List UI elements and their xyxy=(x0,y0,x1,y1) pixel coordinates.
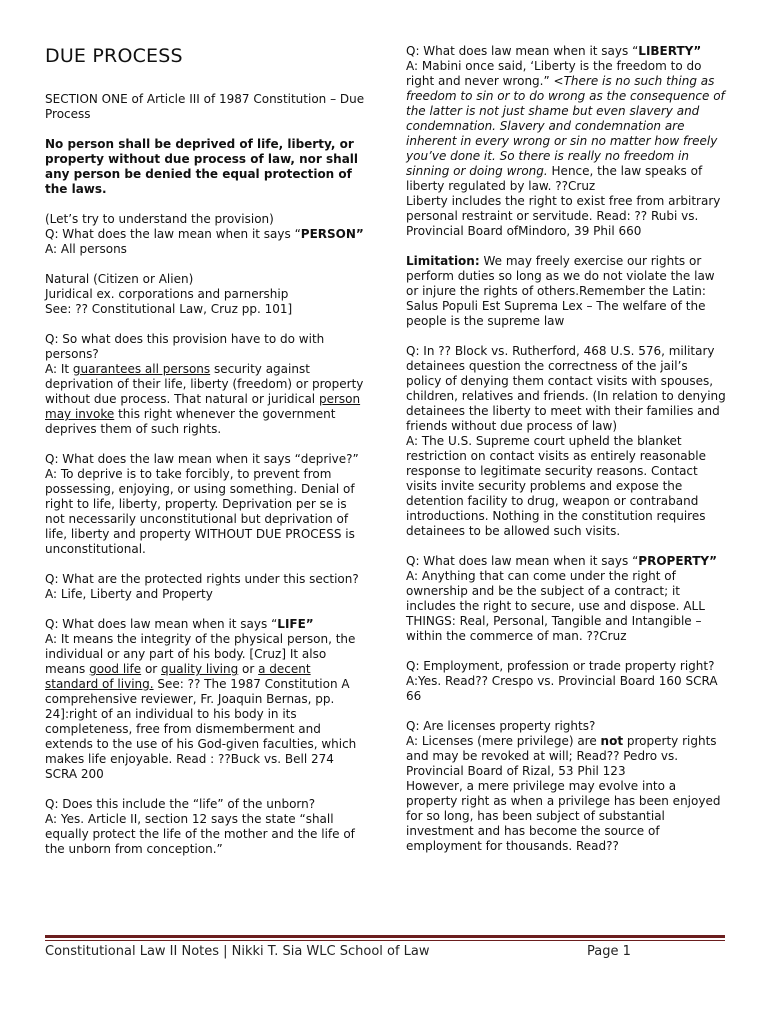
licenses-block xyxy=(406,719,726,854)
answer-text: See: ?? The 1987 Constitution A comprehensive reviewer, Fr. Joaquin Bernas, pp. 24]:right of an individual to his body in its completeness, free from dismemberment and extends to the use of his God-given faculties, which makes life enjoyable. Read : ??Buck vs. Bell 274 SCRA 200 xyxy=(45,677,357,781)
liberty-includes: Liberty includes the right to exist free from arbitrary personal restraint or servitude. Read: ?? Rubi vs. Provincial Board ofMindoro, 39 Phil 660 xyxy=(406,194,721,238)
keyword-not: not xyxy=(600,734,624,748)
page-number: Page 1 xyxy=(587,944,631,959)
provision-text: No person shall be deprived of life, liberty, or property without due process of law, nor shall any person be denied the equal protection of the laws. xyxy=(45,137,359,196)
page-title: DUE PROCESS xyxy=(45,45,183,67)
life-block xyxy=(45,617,365,782)
right-column xyxy=(406,44,726,869)
answer-property: A: Anything that can come under the right of ownership and be the subject of a contract; it includes the right to secure, use and dispose. ALL THINGS: Real, Personal, Tangible and Intangible – within the commerce of man. ??Cruz xyxy=(406,569,705,643)
answer-person: A: All persons xyxy=(45,242,127,256)
intro-note: (Let’s try to understand the provision) xyxy=(45,212,274,226)
block-rutherford-block xyxy=(406,344,726,539)
keyword-liberty: LIBERTY” xyxy=(638,44,702,58)
natural-person: Natural (Citizen or Alien) xyxy=(45,272,194,286)
footer-rule-thick xyxy=(45,935,725,938)
underlined-phrase: a decent standard of living. xyxy=(45,662,311,691)
question-detainees: Q: In ?? Block vs. Rutherford, 468 U.S. 576, military detainees question the correctness of the jail’s policy of denying them contact visits with spouses, children, relatives and friends. (In relation to denying detainees the liberty to meet with their families and friends without due process of law) xyxy=(406,344,726,433)
keyword-person: PERSON” xyxy=(300,227,364,241)
employment-block xyxy=(406,659,726,704)
question-employment: Q: Employment, profession or trade property right? xyxy=(406,659,715,673)
underlined-phrase: quality living xyxy=(161,662,239,676)
deprive-block xyxy=(45,452,365,557)
question-person: Q: What does the law mean when it says “ xyxy=(45,227,301,241)
answer-text: A: Mabini once said, ‘Liberty is the freedom to do right and never wrong.” < xyxy=(406,59,702,88)
question-licenses: Q: Are licenses property rights? xyxy=(406,719,596,733)
unborn-block xyxy=(45,797,365,857)
answer-rights: A: Life, Liberty and Property xyxy=(45,587,213,601)
answer-text: this right whenever the government deprives them of such rights. xyxy=(45,407,336,436)
person-question-block xyxy=(45,212,365,257)
keyword-property: PROPERTY” xyxy=(638,554,717,568)
reference-cruz: See: ?? Constitutional Law, Cruz pp. 101] xyxy=(45,302,293,316)
answer-text: A: Licenses (mere privilege) are xyxy=(406,734,601,748)
italic-passage: There is no such thing as freedom to sin or to do wrong as the consequence of the latter is not just shame but even slavery and condemnation. Slavery and condemnation are inherent in every wrong or sin no matter how freely you’ve done it. So there is really no freedom in sinning or doing wrong. xyxy=(406,74,725,178)
left-column xyxy=(45,44,365,872)
juridical-person: Juridical ex. corporations and parnership xyxy=(45,287,289,301)
question-rights: Q: What are the protected rights under this section? xyxy=(45,572,359,586)
answer-detainees: A: The U.S. Supreme court upheld the blanket restriction on contact visits as entirely reasonable response to legitimate security reasons. Contact visits invite security problems and expose the detention facility to drug, weapon or contraband introductions. Nothing in the constitution requires detainees to be allowed such visits. xyxy=(406,434,706,538)
footer-rule-thin xyxy=(45,940,725,941)
keyword-life: LIFE” xyxy=(277,617,314,631)
person-types-block xyxy=(45,272,365,317)
provision-question-block xyxy=(45,332,365,437)
answer-text: or xyxy=(238,662,259,676)
answer-unborn: A: Yes. Article II, section 12 says the state “shall equally protect the life of the mother and the life of the unborn from conception.” xyxy=(45,812,355,856)
question-deprive: Q: What does the law mean when it says “deprive?” xyxy=(45,452,359,466)
footer-course-title: Constitutional Law II Notes | Nikki T. Sia WLC School of Law xyxy=(45,944,430,959)
question-life: Q: What does law mean when it says “ xyxy=(45,617,278,631)
privilege-evolve: However, a mere privilege may evolve into a property right as when a privilege has been enjoyed for so long, has been subject of substantial investment and has become the source of employment for thousands. Read?? xyxy=(406,779,721,853)
answer-text: A: It means the integrity of the physical person, the individual or any part of his body. [Cruz] It also means xyxy=(45,632,356,676)
underlined-phrase: good life xyxy=(89,662,142,676)
answer-text: property rights and may be revoked at will; Read?? Pedro vs. Provincial Board of Rizal, 53 Phil 123 xyxy=(406,734,717,778)
answer-text: security against deprivation of their life, liberty (freedom) or property without due process. That natural or juridical xyxy=(45,362,364,406)
answer-deprive: A: To deprive is to take forcibly, to prevent from possessing, enjoying, or using something. Denial of right to life, liberty, property. Deprivation per se is not necessarily unconstitutional but deprivation of life, liberty and property WITHOUT DUE PROCESS is unconstitutional. xyxy=(45,467,355,556)
limitation-text: We may freely exercise our rights or perform duties so long as we do not violate the law or injure the rights of others.Remember the Latin: Salus Populi Est Suprema Lex – The welfare of the people is the supreme law xyxy=(406,254,715,328)
answer-text: A: It xyxy=(45,362,73,376)
limitation-block xyxy=(406,254,726,329)
liberty-block xyxy=(406,44,726,239)
question-liberty: Q: What does law mean when it says “ xyxy=(406,44,639,58)
question-provision: Q: So what does this provision have to do with persons? xyxy=(45,332,325,361)
answer-text: or xyxy=(141,662,162,676)
underlined-phrase: guarantees all persons xyxy=(72,362,211,376)
answer-text: Hence, the law speaks of liberty regulated by law. ??Cruz xyxy=(406,164,703,193)
limitation-label: Limitation: xyxy=(406,254,480,268)
underlined-phrase: person may invoke xyxy=(45,392,361,421)
answer-employment: A:Yes. Read?? Crespo vs. Provincial Board 160 SCRA 66 xyxy=(406,674,718,703)
section-heading: SECTION ONE of Article III of 1987 Constitution – Due Process xyxy=(45,92,365,121)
question-unborn: Q: Does this include the “life” of the unborn? xyxy=(45,797,316,811)
property-block xyxy=(406,554,726,644)
protected-rights-block xyxy=(45,572,365,602)
question-property: Q: What does law mean when it says “ xyxy=(406,554,639,568)
